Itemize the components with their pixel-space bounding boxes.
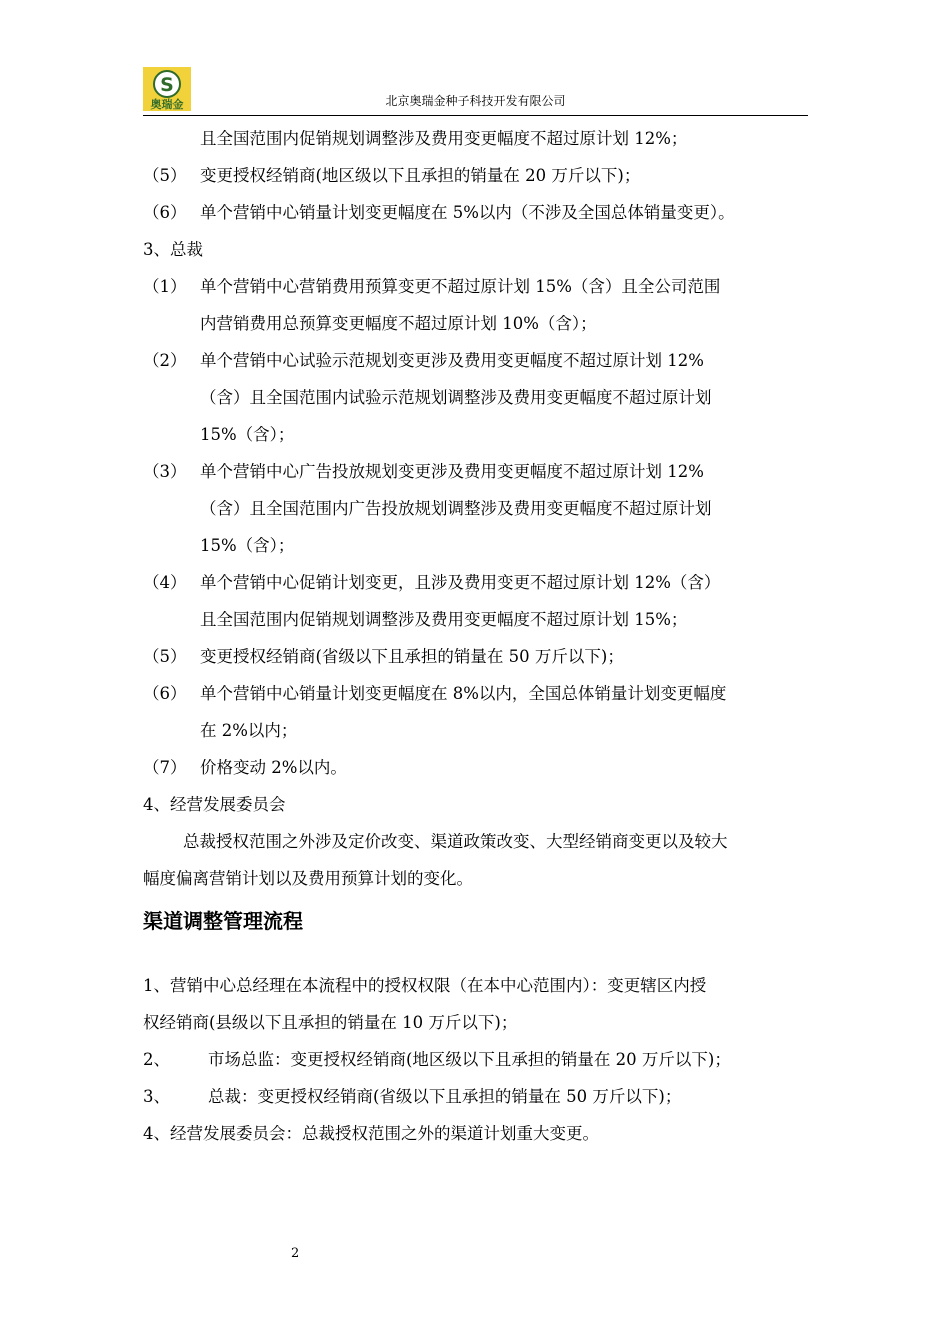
item-text: 价格变动 2%以内。 [200, 758, 347, 777]
item-text-cont: （含）且全国范围内广告投放规划调整涉及费用变更幅度不超过原计划 [200, 499, 712, 518]
list-item [143, 1078, 808, 1115]
item-text: 变更授权经销商(地区级以下且承担的销量在 20 万斤以下)； [200, 166, 641, 185]
item-text: 单个营销中心广告投放规划变更涉及费用变更幅度不超过原计划 12% [200, 462, 704, 481]
channel-heading: 渠道调整管理流程 [143, 909, 303, 933]
list-item [143, 675, 808, 712]
company-name: 北京奥瑞金种子科技开发有限公司 [385, 94, 566, 108]
list-item [143, 453, 808, 490]
page-header [143, 62, 808, 117]
list-item: 1、营销中心总经理在本流程中的授权权限（在本中心范围内）：变更辖区内授 [143, 976, 707, 995]
item-text: 单个营销中心促销计划变更，且涉及费用变更不超过原计划 12%（含） [200, 573, 721, 592]
item-text: 单个营销中心销量计划变更幅度在 5%以内（不涉及全国总体销量变更）。 [200, 203, 735, 222]
section-title: 3、总裁 [143, 240, 203, 259]
item-text-cont: 15%（含）； [200, 425, 295, 444]
header-divider [143, 115, 808, 116]
item-text-cont: 内营销费用总预算变更幅度不超过原计划 10%（含）； [200, 314, 597, 333]
list-item [143, 342, 808, 379]
list-item [143, 268, 808, 305]
page-number: 2 [291, 1246, 300, 1261]
paragraph-line: 幅度偏离营销计划以及费用预算计划的变化。 [143, 869, 473, 888]
item-number: （6） [143, 684, 187, 703]
item-number: （5） [143, 647, 187, 666]
document-body [143, 120, 808, 897]
channel-body [143, 967, 808, 1152]
item-text: 总裁：变更授权经销商(省级以下且承担的销量在 50 万斤以下)； [208, 1087, 682, 1106]
item-number: （2） [143, 351, 187, 370]
list-item [143, 194, 808, 231]
item-text: 市场总监：变更授权经销商(地区级以下且承担的销量在 20 万斤以下)； [208, 1050, 731, 1069]
item-text: 单个营销中心销量计划变更幅度在 8%以内，全国总体销量计划变更幅度 [200, 684, 727, 703]
item-number: （3） [143, 462, 187, 481]
item-text-cont: 15%（含）； [200, 536, 295, 555]
list-item: 4、经营发展委员会：总裁授权范围之外的渠道计划重大变更。 [143, 1124, 599, 1143]
item-number: （4） [143, 573, 187, 592]
item-text: 单个营销中心试验示范规划变更涉及费用变更幅度不超过原计划 12% [200, 351, 704, 370]
item-text-cont: 在 2%以内； [200, 721, 298, 740]
item-number: （1） [143, 277, 187, 296]
item-text-cont: （含）且全国范围内试验示范规划调整涉及费用变更幅度不超过原计划 [200, 388, 712, 407]
section-title: 4、经营发展委员会 [143, 795, 286, 814]
list-item-cont: 权经销商(县级以下且承担的销量在 10 万斤以下)； [143, 1013, 518, 1032]
logo-text: 奥瑞金 [150, 98, 184, 111]
list-item [143, 638, 808, 675]
item-number: （5） [143, 166, 187, 185]
logo-letter: S [160, 74, 174, 96]
paragraph-line: 总裁授权范围之外涉及定价改变、渠道政策改变、大型经销商变更以及较大 [183, 832, 728, 851]
continued-line: 且全国范围内促销规划调整涉及费用变更幅度不超过原计划 12%； [200, 129, 688, 148]
list-item [143, 1041, 808, 1078]
item-text-cont: 且全国范围内促销规划调整涉及费用变更幅度不超过原计划 15%； [200, 610, 688, 629]
item-text: 单个营销中心营销费用预算变更不超过原计划 15%（含）且全公司范围 [200, 277, 721, 296]
item-number: 3、 [143, 1087, 170, 1106]
item-number: （6） [143, 203, 187, 222]
list-item [143, 564, 808, 601]
list-item [143, 157, 808, 194]
item-number: 2、 [143, 1050, 170, 1069]
item-text: 变更授权经销商(省级以下且承担的销量在 50 万斤以下)； [200, 647, 624, 666]
item-number: （7） [143, 758, 187, 777]
list-item [143, 749, 808, 786]
